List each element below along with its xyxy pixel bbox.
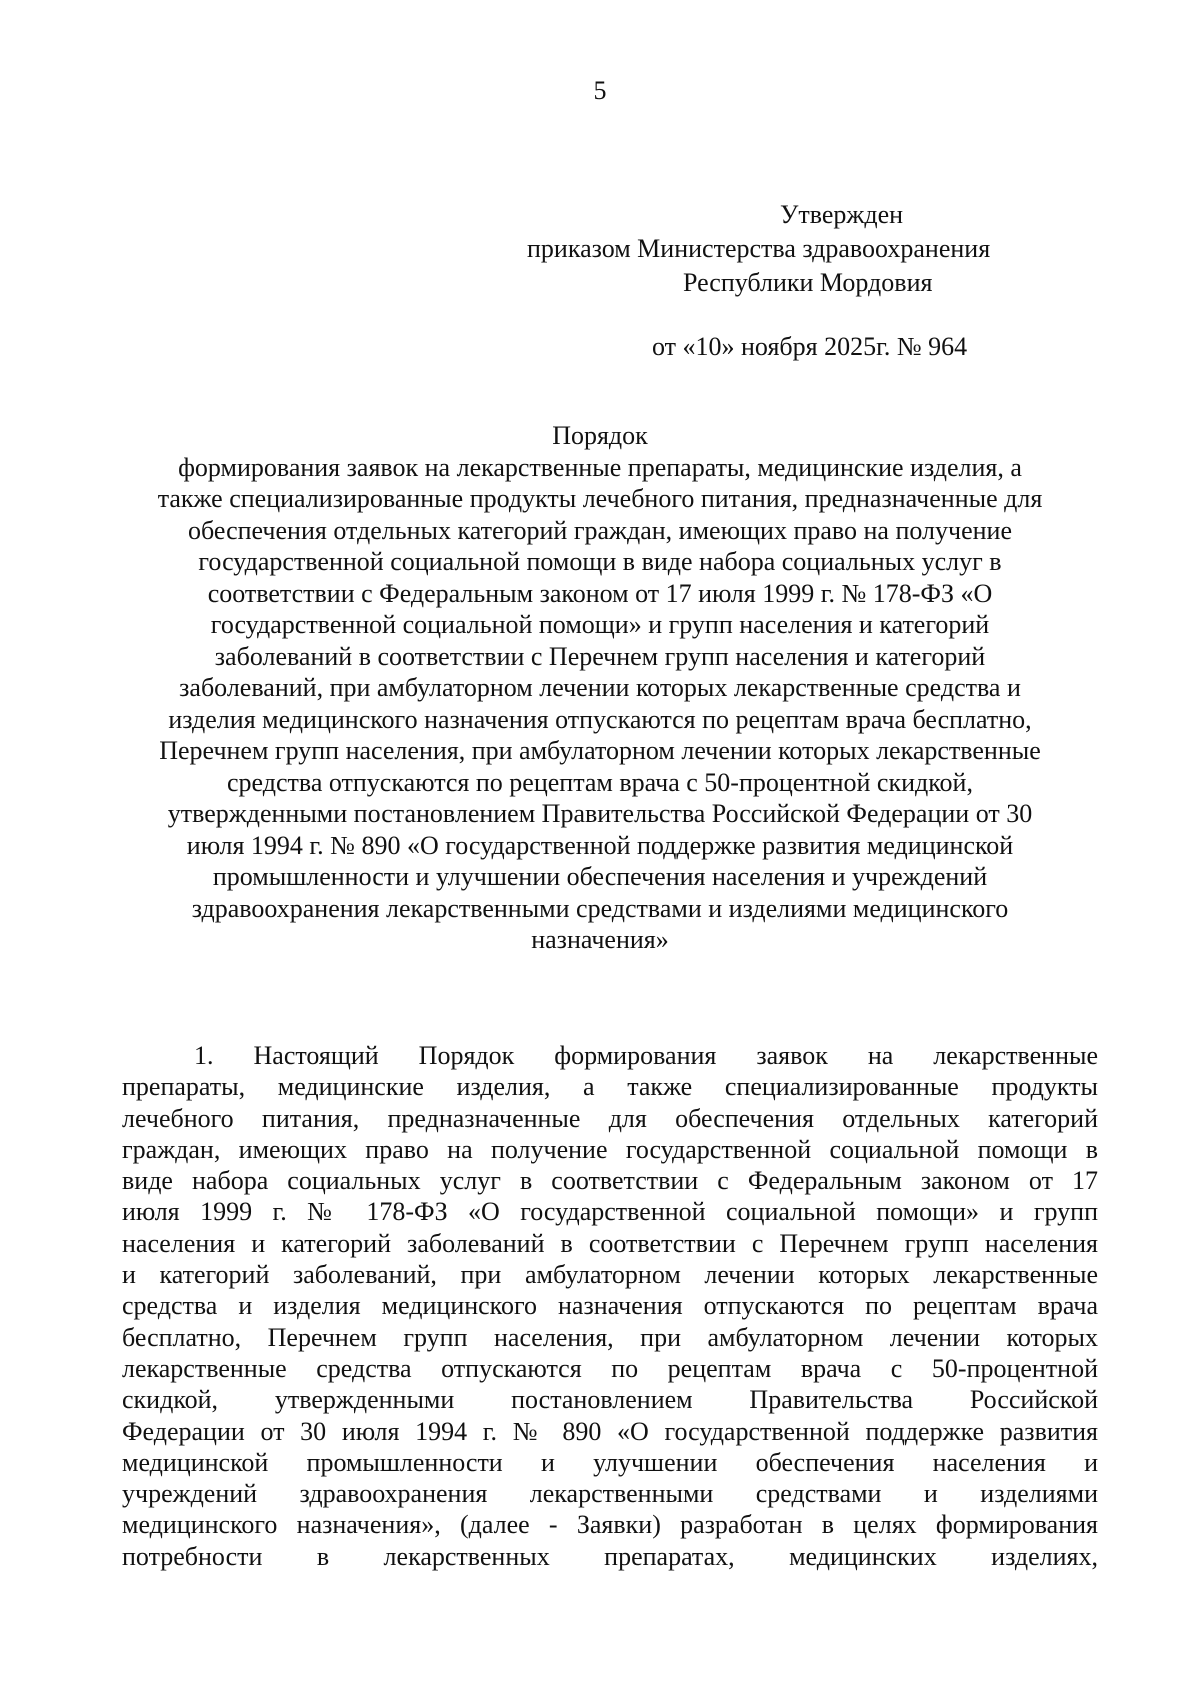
- document-heading: Порядок: [552, 421, 648, 450]
- body-line: виде набора социальных услуг в соответствии с Федеральным законом от 17: [122, 1166, 1098, 1196]
- body-paragraph-1: [122, 1040, 1098, 1572]
- body-line: учреждений здравоохранения лекарственными средствами и изделиями: [122, 1479, 1098, 1509]
- body-line: препараты, медицинские изделия, а также специализированные продукты: [122, 1072, 1098, 1102]
- body-line: потребности в лекарственных препаратах, медицинских изделиях,: [122, 1541, 1098, 1571]
- body-line: и категорий заболеваний, при амбулаторном лечении которых лекарственные: [122, 1260, 1098, 1290]
- body-line: июля 1999 г. № 178-ФЗ «О государственной социальной помощи» и групп: [122, 1197, 1098, 1227]
- body-line: населения и категорий заболеваний в соответствии с Перечнем групп населения: [122, 1228, 1098, 1258]
- approval-block: [0, 198, 1200, 364]
- approval-region-line: Республики Мордовия: [683, 268, 933, 297]
- approval-approved-label: Утвержден: [780, 200, 904, 229]
- document-subtitle: формирования заявок на лекарственные препараты, медицинские изделия, а также специализированные продукты лечебного питания, предназначенные для обеспечения отдельных категорий граждан, имеющих право на получение государственной социальной помощи в виде набора социальных услуг в соответствии с Федеральным законом от 17 июля 1999 г. № 178-ФЗ «О государственной социальной помощи» и групп населения и категорий заболеваний в соответствии с Перечнем групп населения и категорий заболеваний, при амбулаторном лечении которых лекарственные средства и изделия медицинского назначения отпускаются по рецептам врача бесплатно, Перечнем групп населения, при амбулаторном лечении которых лекарственные средства отпускаются по рецептам врача с 50-процентной скидкой, утвержденными постановлением Правительства Российской Федерации от 30 июля 1994 г. № 890 «О государственной поддержке развития медицинской промышленности и улучшении обеспечения населения и учреждений здравоохранения лекарственными средствами и изделиями медицинского назначения»: [157, 452, 1043, 954]
- body-line: медицинского назначения», (далее - Заявки) разработан в целях формирования: [122, 1510, 1098, 1540]
- body-line: средства и изделия медицинского назначения отпускаются по рецептам врача: [122, 1291, 1098, 1321]
- body-line: 1. Настоящий Порядок формирования заявок на лекарственные: [194, 1041, 1098, 1070]
- body-line: лекарственные средства отпускаются по рецептам врача с 50-процентной: [122, 1353, 1098, 1383]
- body-line: бесплатно, Перечнем групп населения, при амбулаторном лечении которых: [122, 1322, 1098, 1352]
- body-line: граждан, имеющих право на получение государственной социальной помощи в: [122, 1134, 1098, 1164]
- body-line: лечебного питания, предназначенные для обеспечения отдельных категорий: [122, 1103, 1098, 1133]
- page-number: 5: [593, 76, 607, 105]
- body-line: скидкой, утвержденными постановлением Правительства Российской: [122, 1385, 1098, 1415]
- approval-order-line: приказом Министерства здравоохранения: [527, 234, 991, 263]
- body-line: медицинской промышленности и улучшении обеспечения населения и: [122, 1447, 1098, 1477]
- approval-date-number: от «10» ноября 2025г. № 964: [652, 332, 968, 361]
- body-line: Федерации от 30 июля 1994 г. № 890 «О государственной поддержке развития: [122, 1416, 1098, 1446]
- document-title-block: [100, 420, 1100, 956]
